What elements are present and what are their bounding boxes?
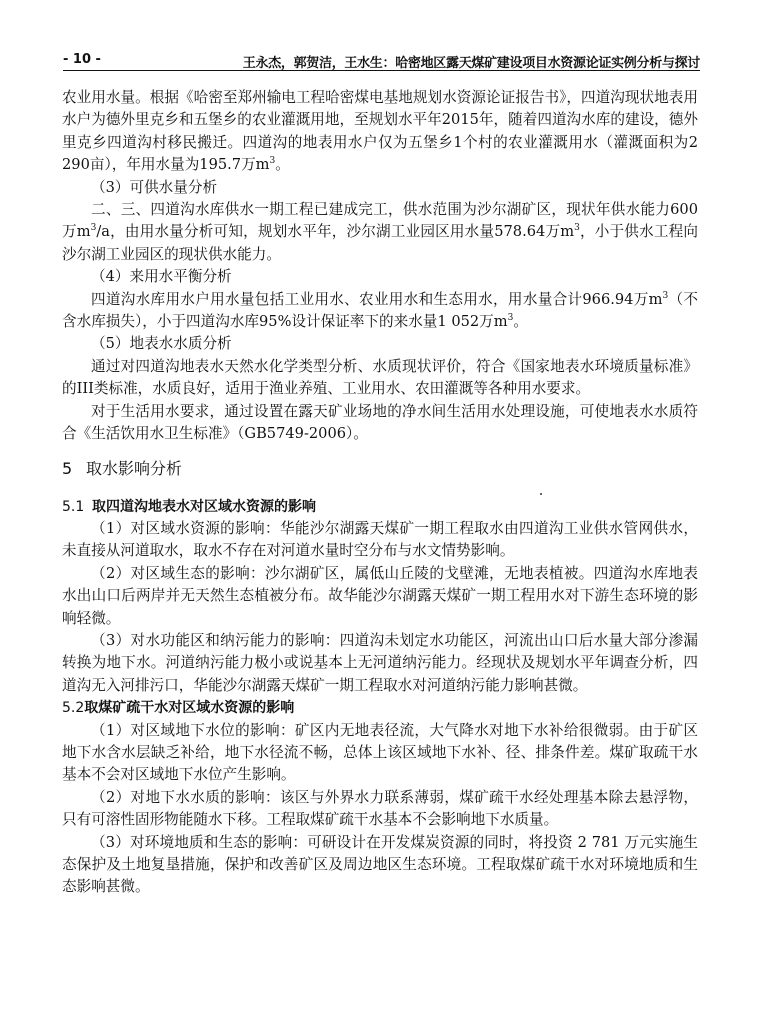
section-5-title: 5 取水影响分析 bbox=[62, 458, 183, 478]
scan-dot bbox=[540, 493, 542, 495]
section-5-2-title: 5.2取煤矿疏干水对区域水资源的影响 bbox=[62, 700, 295, 717]
section-5-1-title: 5.1 取四道沟地表水对区域水资源的影响 bbox=[62, 498, 316, 515]
article-body bbox=[62, 87, 698, 899]
paragraph-5-2-1: （1）对区域地下水位的影响：矿区内无地表径流，大气降水对地下水补给很微弱。由于矿区地下水含水层缺乏补给，地下水径流不畅，总体上该区域地下水补、径、排条件差。煤矿取疏干水基本不会对区域地下水位产生影响。 bbox=[62, 721, 698, 784]
paragraph-agri-water: 农业用水量。根据《哈密至郑州输电工程哈密煤电基地规划水资源论证报告书》，四道沟现状地表用水户为德外里克乡和五堡乡的农业灌溉用地，至规划水平年2015年，随着四道沟水库的建设，德外里克乡四道沟村移民搬迁。四道沟的地表用水户仅为五堡乡1个村的农业灌溉用水（灌溉面积为2 290亩），年用水量为195.7万$m^3$。 bbox=[62, 89, 698, 174]
running-title: 王永杰，郭贺洁，王水生：哈密地区露天煤矿建设项目水资源论证实例分析与探讨 bbox=[242, 56, 700, 71]
paragraph-5-1-1: （1）对区域水资源的影响：华能沙尔湖露天煤矿一期工程取水由四道沟工业供水管网供水，未直接从河道取水，取水不存在对河道水量时空分布与水文情势影响。 bbox=[62, 519, 698, 560]
paragraph-5-1-3: （3）对水功能区和纳污能力的影响：四道沟未划定水功能区，河流出山口后水量大部分渗漏转换为地下水。河道纳污能力极小或说基本上无河道纳污能力。经现状及规划水平年调查分析，四道沟无入河排污口，华能沙尔湖露天煤矿一期工程取水对河道纳污能力影响甚微。 bbox=[62, 631, 698, 694]
heading-available-water: （3）可供水量分析 bbox=[91, 178, 218, 196]
paragraph-5-2-3: （3）对环境地质和生态的影响：可研设计在开发煤炭资源的同时，将投资 2 781 万元实施生态保护及土地复垦措施，保护和改善矿区及周边地区生态环境。工程取煤矿疏干水对环境地质和生态影响甚微。 bbox=[62, 833, 698, 896]
paragraph-supply-capacity: 二、三、四道沟水库供水一期工程已建成完工，供水范围为沙尔湖矿区，现状年供水能力600万$m^3/a$，由用水量分析可知，规划水平年，沙尔湖工业园区用水量578.64万$m^3$，小于供水工程向沙尔湖工业园区的现状供水能力。 bbox=[62, 201, 698, 263]
paragraph-domestic-water: 对于生活用水要求，通过设置在露天矿业场地的净水间生活用水处理设施，可使地表水水质符合《生活饮用水卫生标准》（GB5749-2006）。 bbox=[62, 402, 698, 443]
paragraph-water-balance: 四道沟水库用水户用水量包括工业用水、农业用水和生态用水，用水量合计966.94万$m^3$（不含水库损失），小于四道沟水库95%设计保证率下的来水量1 052万$m^3$。 bbox=[62, 290, 698, 331]
heading-water-balance: （4）来用水平衡分析 bbox=[91, 268, 232, 286]
paragraph-5-2-2: （2）对地下水水质的影响：该区与外界水力联系薄弱，煤矿疏干水经处理基本除去悬浮物，只有可溶性固形物能随水下移。工程取煤矿疏干水基本不会影响地下水质量。 bbox=[62, 788, 698, 829]
heading-water-quality: （5）地表水水质分析 bbox=[91, 335, 232, 353]
paragraph-5-1-2: （2）对区域生态的影响：沙尔湖矿区，属低山丘陵的戈壁滩，无地表植被。四道沟水库地表水出山口后两岸并无天然生态植被分布。故华能沙尔湖露天煤矿一期工程用水对下游生态环境的影响轻微。 bbox=[62, 564, 698, 627]
page-header bbox=[63, 50, 700, 71]
page-number: - 10 - bbox=[63, 52, 101, 67]
paragraph-water-quality: 通过对四道沟地表水天然水化学类型分析、水质现状评价，符合《国家地表水环境质量标准》的III类标准，水质良好，适用于渔业养殖、工业用水、农田灌溉等各种用水要求。 bbox=[62, 357, 698, 398]
